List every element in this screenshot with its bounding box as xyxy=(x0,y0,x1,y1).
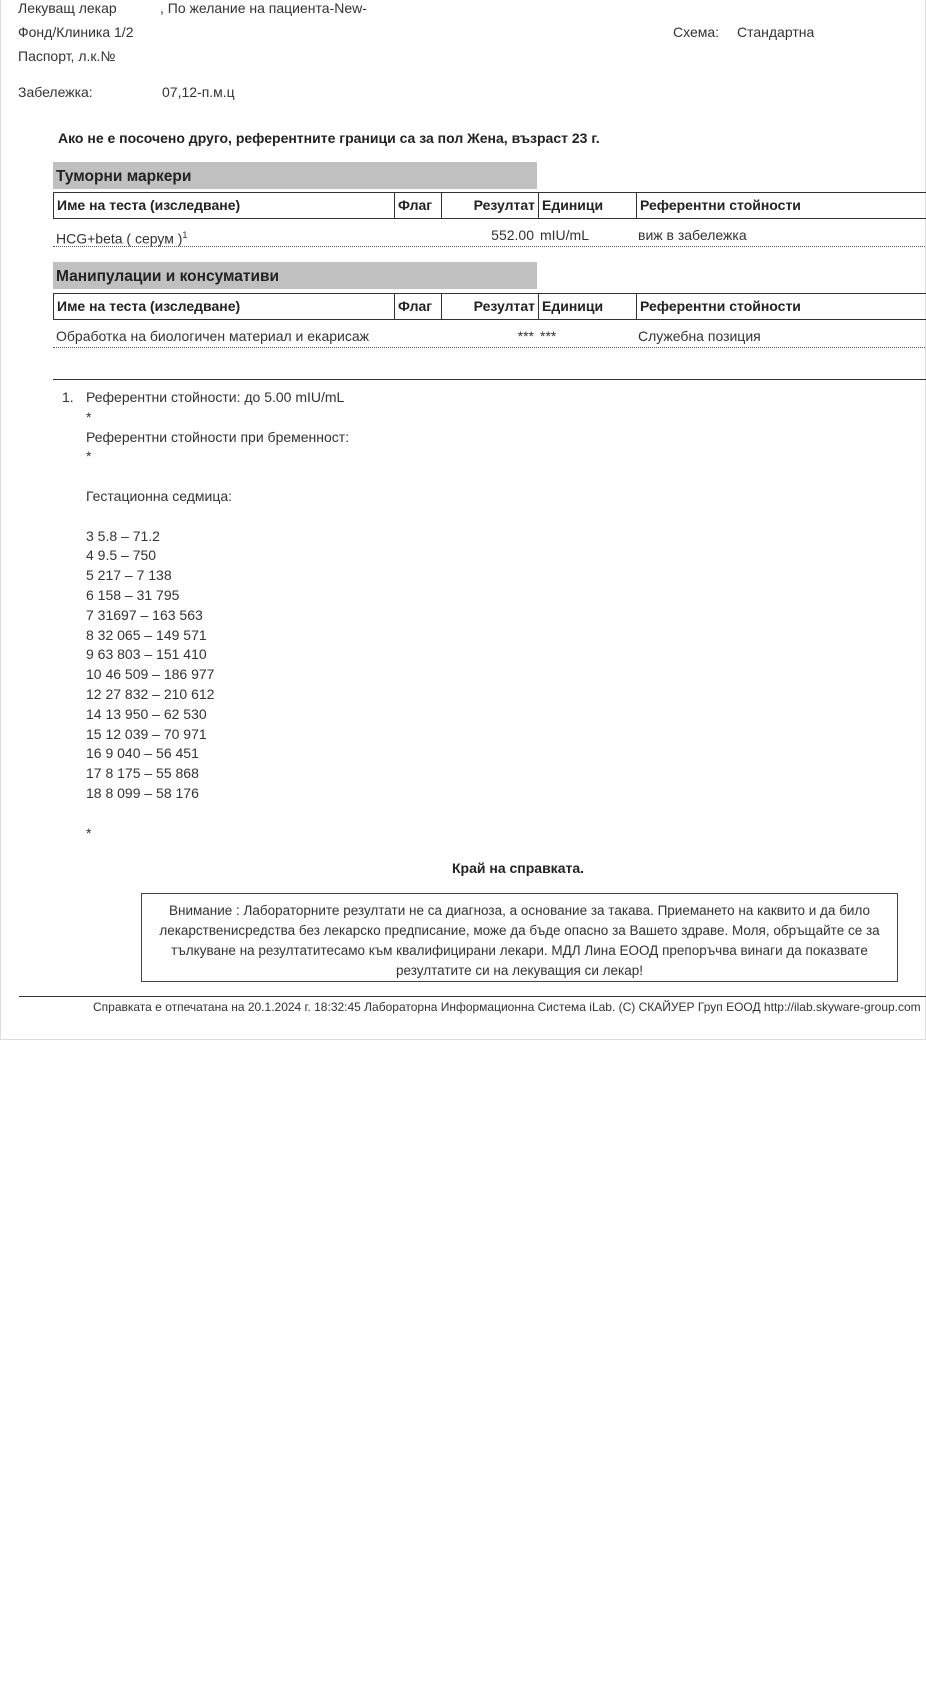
table-row xyxy=(53,326,926,348)
footnote-line: 9 63 803 – 151 410 xyxy=(86,646,207,663)
footer-text: Справката е отпечатана на 20.1.2024 г. 18:32:45 Лабораторна Информационна Система iLab. (C) СКАЙУЕР Груп ЕООД http://ilab.skyware-group.com xyxy=(93,1000,921,1014)
reference: Служебна позиция xyxy=(638,328,761,344)
note-value: 07,12-п.м.ц xyxy=(162,84,235,100)
warning-box: Внимание : Лабораторните резултати не са диагноза, а основание за такава. Приемането на каквито и да било лекарственисредства без лекарско предписание, може да бъде опасно за Вашето здраве. Моля, обръщайте се за тълкуване на резултатитесамо към квалифицирани лекари. МДЛ Лина ЕООД препоръчва винаги да показвате резултатите си на лекуващия си лекар! xyxy=(141,893,898,982)
doctor-value: , По желание на пациента-New- xyxy=(160,0,367,16)
col-name: Име на теста (изследване) xyxy=(57,197,241,213)
col-units: Единици xyxy=(538,294,636,319)
table-header xyxy=(53,192,926,219)
col-units: Единици xyxy=(538,193,636,218)
doctor-label: Лекуващ лекар xyxy=(18,0,117,16)
col-result: Резултат xyxy=(441,294,538,319)
footnote-text xyxy=(86,388,349,843)
passport-label: Паспорт, л.к.№ xyxy=(18,48,116,64)
section-title: Манипулации и консумативи xyxy=(53,262,537,289)
footnote-line: Референтни стойности при бременност: xyxy=(86,428,350,445)
footnote-line xyxy=(86,507,349,527)
result: 552.00 xyxy=(491,227,534,243)
test-name xyxy=(53,225,190,249)
footer-divider xyxy=(19,996,926,997)
footnote-line xyxy=(86,467,349,487)
footnote-line xyxy=(86,804,349,824)
reference-note: Ако не е посочено друго, референтните граници са за пол Жена, възраст 23 г. xyxy=(58,130,600,146)
units: mIU/mL xyxy=(540,227,589,243)
result: *** xyxy=(517,328,534,344)
test-name-text: HCG+beta ( серум ) xyxy=(56,230,183,247)
col-flag: Флаг xyxy=(394,294,441,319)
footnote-line: 16 9 040 – 56 451 xyxy=(86,745,199,762)
footnote-line: * xyxy=(86,448,92,465)
footnote-line: 4 9.5 – 750 xyxy=(86,547,157,564)
footnote-line: Референтни стойности: до 5.00 mIU/mL xyxy=(86,389,345,405)
footnote-ref: 1 xyxy=(182,230,188,240)
table-header xyxy=(53,293,926,320)
footnote-line: 14 13 950 – 62 530 xyxy=(86,705,207,722)
reference: виж в забележка xyxy=(638,227,747,243)
footnote-line: * xyxy=(86,824,92,841)
section-title: Туморни маркери xyxy=(53,162,537,189)
footnote-line: 5 217 – 7 138 xyxy=(86,567,172,584)
col-flag: Флаг xyxy=(394,193,441,218)
footnote-line: 10 46 509 – 186 977 xyxy=(86,666,215,683)
footnote-line: 8 32 065 – 149 571 xyxy=(86,626,207,643)
col-result: Резултат xyxy=(441,193,538,218)
fund-label: Фонд/Клиника 1/2 xyxy=(18,24,134,40)
scheme-label: Схема: xyxy=(673,24,720,40)
col-reference: Референтни стойности xyxy=(636,193,926,218)
footnote-line: Гестационна седмица: xyxy=(86,487,233,504)
note-label: Забележка: xyxy=(18,84,93,100)
footnote-line: 15 12 039 – 70 971 xyxy=(86,725,207,742)
divider xyxy=(53,379,926,380)
footnote-number: 1. xyxy=(62,389,74,405)
end-text: Край на справката. xyxy=(451,860,585,876)
footnote-line: 12 27 832 – 210 612 xyxy=(86,685,215,702)
col-reference: Референтни стойности xyxy=(636,294,926,319)
footnote-line: 17 8 175 – 55 868 xyxy=(86,765,199,782)
footnote-line: * xyxy=(86,408,92,425)
footnote-line: 7 31697 – 163 563 xyxy=(86,606,203,623)
footnote-line: 6 158 – 31 795 xyxy=(86,586,180,603)
units: *** xyxy=(540,328,557,344)
table-row xyxy=(53,225,926,247)
scheme-value: Стандартна xyxy=(737,24,815,40)
test-name: Обработка на биологичен материал и екарисаж xyxy=(56,328,370,344)
footnote-line: 18 8 099 – 58 176 xyxy=(86,784,199,801)
col-name: Име на теста (изследване) xyxy=(57,298,241,314)
footnote-line: 3 5.8 – 71.2 xyxy=(86,527,160,544)
